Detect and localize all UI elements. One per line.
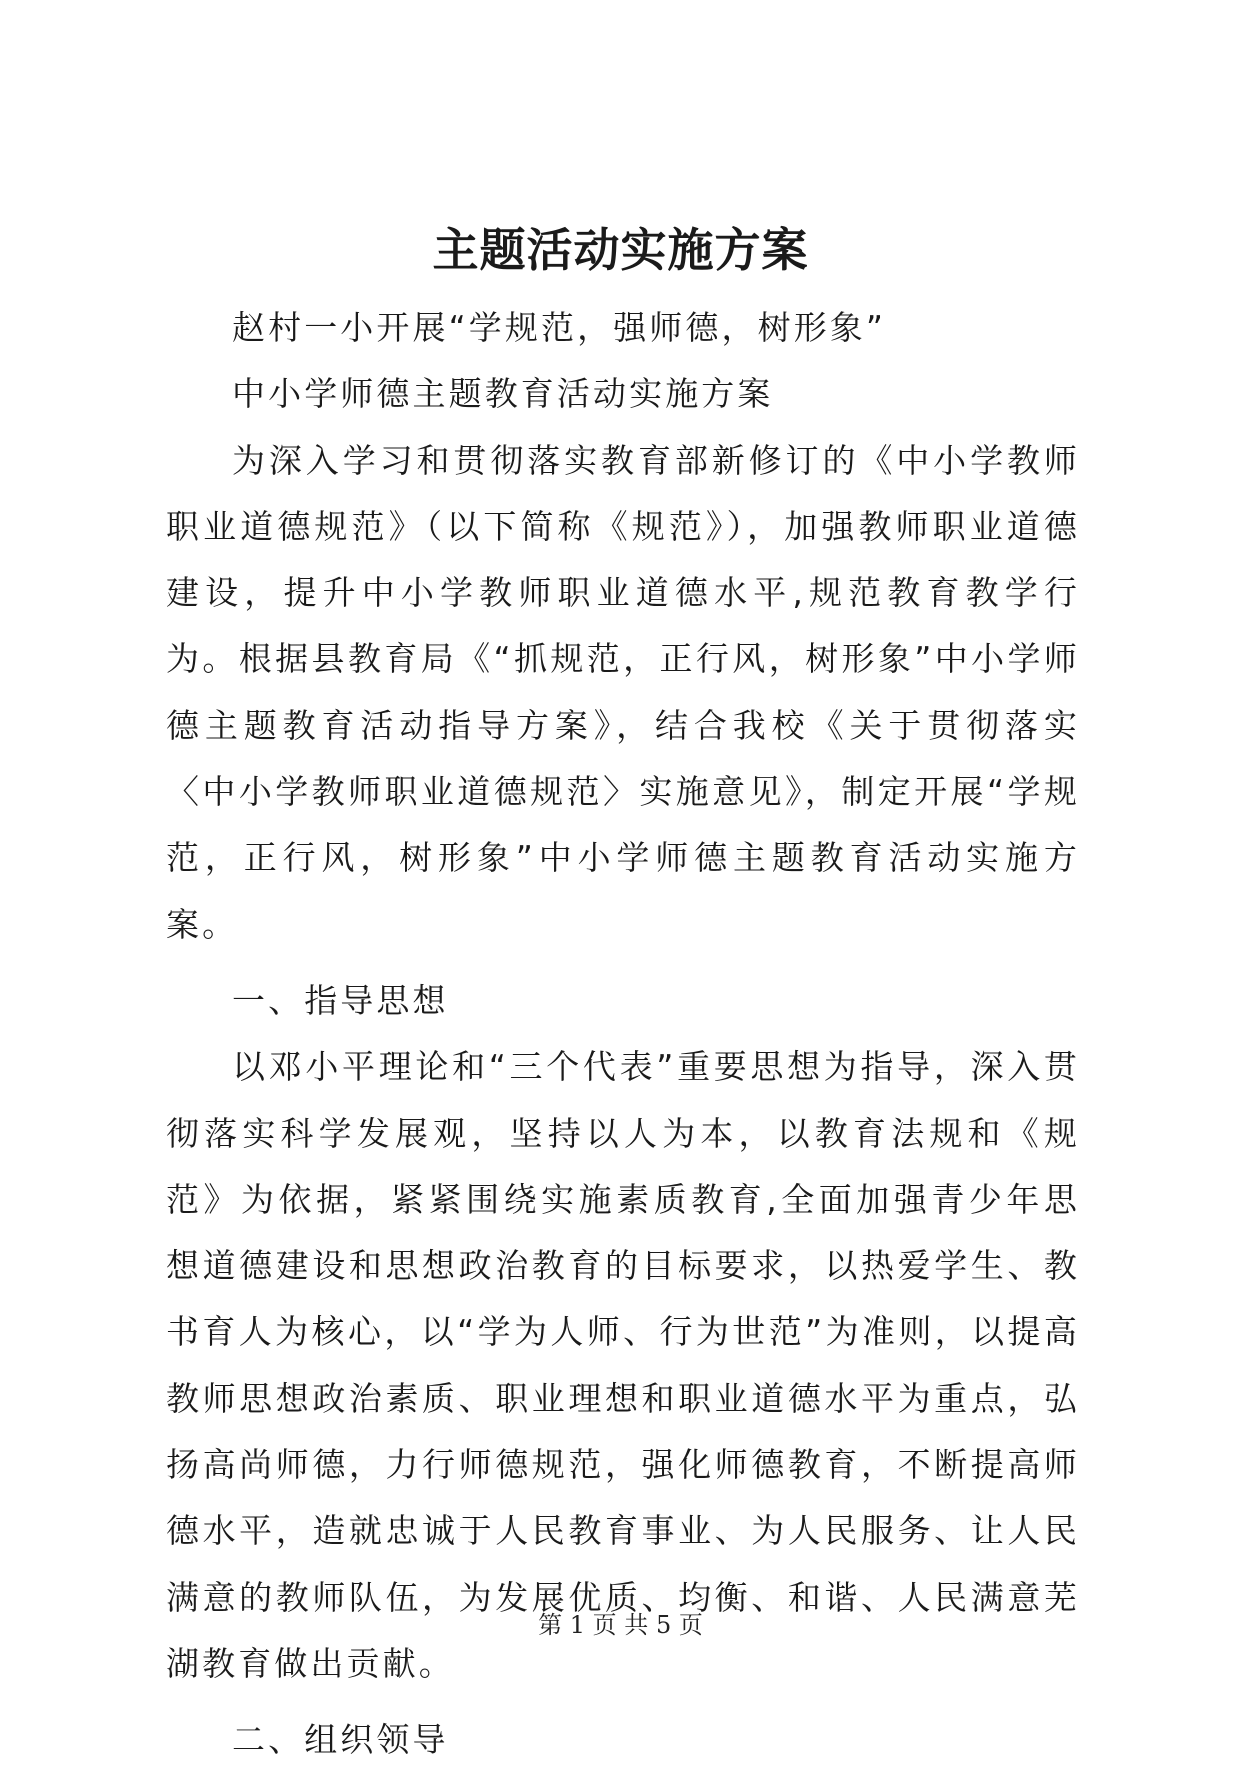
page-number-footer: 第 1 页 共 5 页 xyxy=(538,1611,703,1639)
intro-paragraph: 为深入学习和贯彻落实教育部新修订的《中小学教师职业道德规范》（以下简称《规范》），加强教师职业道德建设，提升中小学教师职业道德水平,规范教育教学行为。根据县教育局《“抓规范，正行风，树形象”中小学师德主题教育活动指导方案》，结合我校《关于贯彻落实〈中小学教师职业道德规范〉实施意见》，制定开展“学规范，正行风，树形象”中小学师德主题教育活动实施方案。 xyxy=(166,440,1080,944)
section-heading-organization: 二、组织领导 xyxy=(232,1720,449,1760)
document-body xyxy=(166,295,1080,1774)
section-heading-guiding-ideology: 一、指导思想 xyxy=(232,980,449,1020)
document-title: 主题活动实施方案 xyxy=(432,223,809,277)
subtitle-line-1: 赵村一小开展“学规范，强师德，树形象” xyxy=(232,308,887,347)
section-paragraph-guiding-ideology: 以邓小平理论和“三个代表”重要思想为指导，深入贯彻落实科学发展观，坚持以人为本，以教育法规和《规范》为依据，紧紧围绕实施素质教育,全面加强青少年思想道德建设和思想政治教育的目标要求，以热爱学生、教书育人为核心，以“学为人师、行为世范”为准则，以提高教师思想政治素质、职业理想和职业道德水平为重点，弘扬高尚师德，力行师德规范，强化师德教育，不断提高师德水平，造就忠诚于人民教育事业、为人民服务、让人民满意的教师队伍，为发展优质、均衡、和谐、人民满意芜湖教育做出贡献。 xyxy=(166,1047,1080,1683)
subtitle-line-2: 中小学师德主题教育活动实施方案 xyxy=(232,374,774,414)
